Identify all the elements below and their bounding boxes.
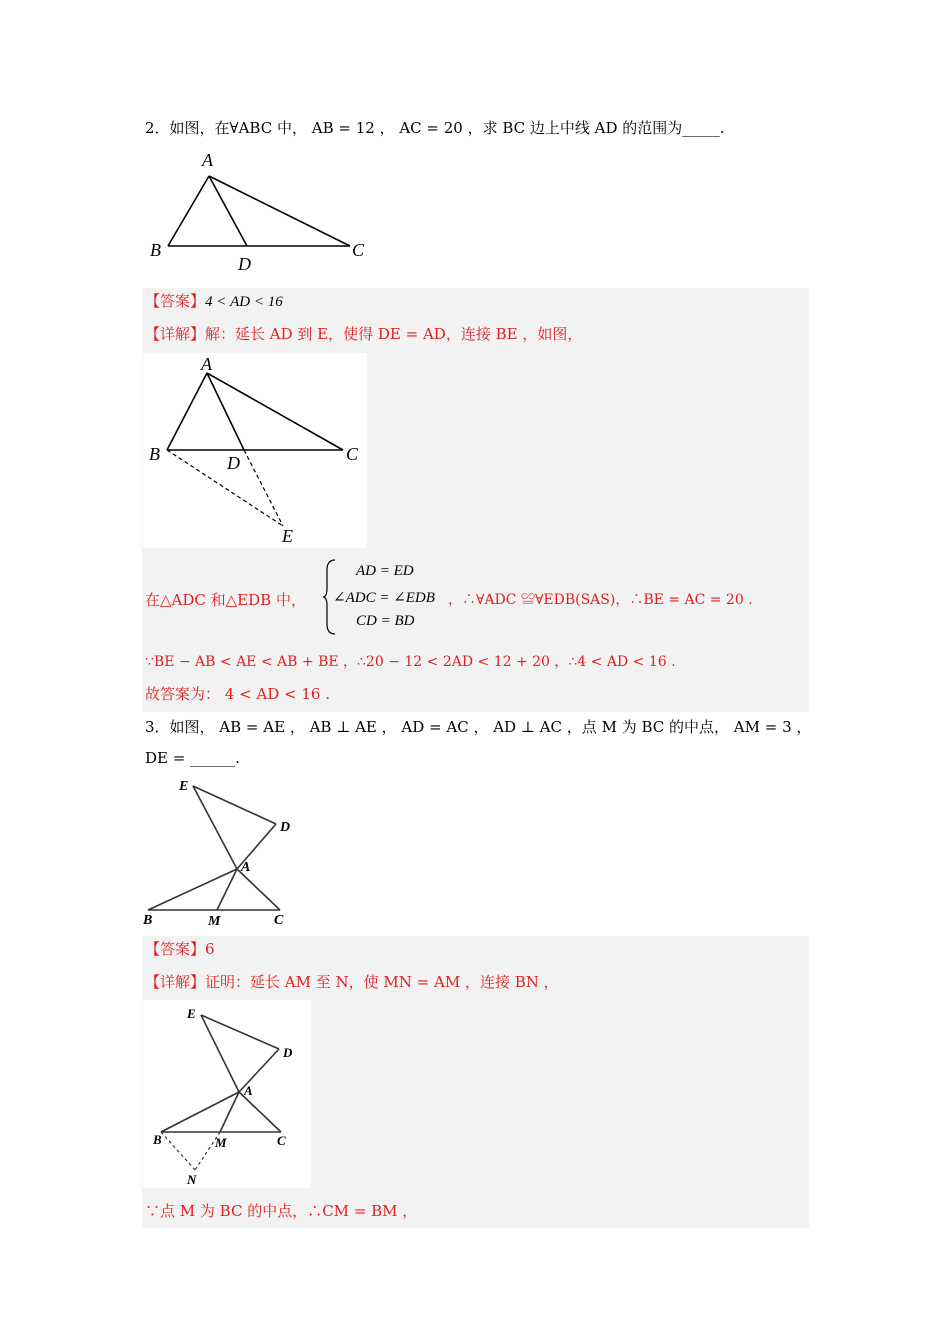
label-A: A [202,150,213,170]
detail-text: 证明：延长 AM 至 N，使 MN = AM ，连接 BN ， [205,973,559,991]
label-A: A [241,860,251,875]
label-C: C [352,240,365,260]
label-B: B [150,240,161,260]
label-D: D [238,254,251,274]
midpoint-line: ∵点 M 为 BC 的中点，∴CM = BM ， [145,1202,418,1220]
solution-2-figure-box [143,353,367,548]
label-C: C [277,1133,286,1148]
final-answer-2: 故答案为： 4 < AD < 16 . [145,685,331,703]
label-E: E [282,526,293,546]
q2-extended-figure [143,353,367,548]
label-C: C [274,913,284,928]
brace-line-2: ∠ADC = ∠EDB [333,590,435,606]
question-3-text-2: DE = ______. [145,749,240,767]
brace-line-3: CD = BD [356,613,415,629]
label-B: B [153,1132,162,1147]
solution-3-figure-box [143,1000,311,1188]
label-E: E [187,1006,196,1021]
detail-text: 解：延长 AD 到 E，使得 DE = AD，连接 BE ，如图， [205,325,583,343]
q3-figure [140,774,320,930]
label-D: D [283,1045,293,1060]
congruence-prefix: 在△ADC 和△EDB 中， [145,591,306,609]
detail-3-line [145,971,559,992]
congruence-suffix: ，∴∀ADC ≌∀EDB(SAS)，∴BE = AC = 20 . [448,592,753,608]
label-A: A [201,354,212,374]
label-M: M [215,1135,227,1150]
answer-value: 6 [205,940,215,958]
answer-3-line [145,938,215,959]
brace-line-1: AD = ED [356,563,414,579]
label-C: C [346,444,359,464]
label-B: B [143,913,153,928]
label-B: B [149,444,160,464]
label-E: E [179,779,189,794]
label-D: D [227,453,240,473]
q2-triangle-figure [140,146,380,276]
question-3-text: 3．如图， AB = AE ， AB ⊥ AE ， AD = AC ， AD ⊥ AC ，点 M 为 BC 的中点， AM = 3 ， [145,718,812,736]
detail-tag: 【详解】 [145,973,206,991]
label-A: A [244,1083,253,1098]
q3-extended-figure [143,1000,311,1188]
answer-value: 4 < AD < 16 [205,294,283,310]
answer-tag: 【答案】 [145,292,206,310]
inequality-line: ∵BE − AB < AE < AB + BE ，∴20 − 12 < 2AD < 12 + 20 ，∴4 < AD < 16 . [145,654,676,670]
detail-2-line [145,323,582,344]
label-N: N [187,1172,197,1187]
label-M: M [208,914,221,929]
question-2-text: 2．如图，在∀ABC 中， AB = 12 ， AC = 20 ，求 BC 边上中线 AD 的范围为_____. [145,119,725,137]
detail-tag: 【详解】 [145,325,206,343]
answer-2-line [145,290,283,311]
label-D: D [280,820,291,835]
answer-tag: 【答案】 [145,940,206,958]
